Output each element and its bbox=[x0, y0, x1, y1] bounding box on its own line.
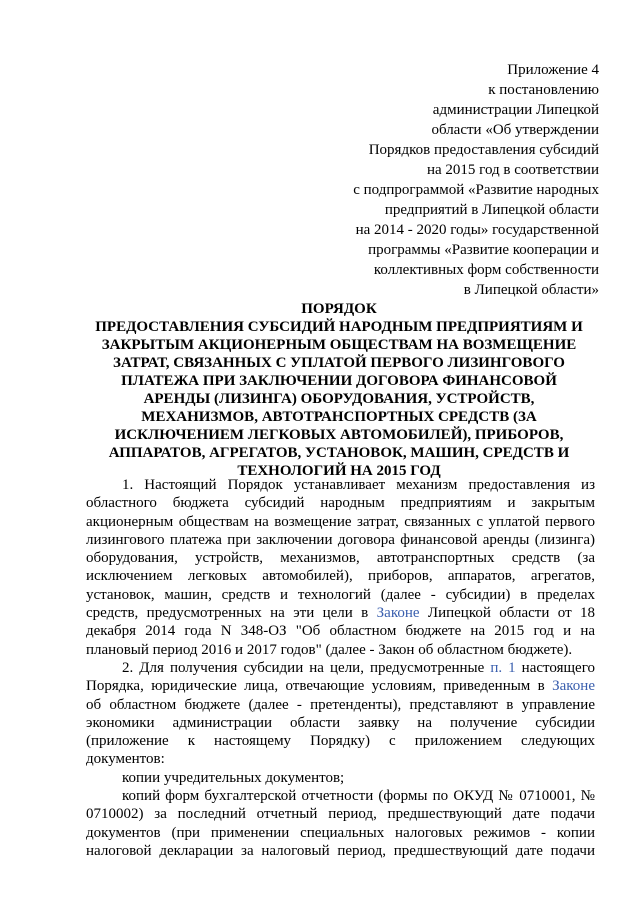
appendix-line: на 2014 - 2020 годы» государственной bbox=[355, 222, 599, 238]
text-fragment: 2. Для получения субсидии на цели, предусмотренные bbox=[122, 659, 491, 676]
text-line: документов (при применении специальных налоговых режимов - копии bbox=[86, 824, 595, 841]
title-line: ЗАТРАТ, СВЯЗАННЫХ С УПЛАТОЙ ПЕРВОГО ЛИЗИНГОВОГО bbox=[113, 355, 565, 371]
title-line: АРЕНДЫ (ЛИЗИНГА) ОБОРУДОВАНИЯ, УСТРОЙСТВ, bbox=[143, 391, 535, 407]
text-line: акционерным обществам на возмещение затрат, связанных с уплатой первого bbox=[86, 513, 595, 530]
text-line bbox=[86, 677, 595, 695]
text-line: об областном бюджете (далее - претенденты), представляют в управление bbox=[86, 696, 595, 713]
text-line: декабря 2014 года N 348-ОЗ "Об областном бюджете на 2015 год и на bbox=[86, 623, 595, 640]
title-line: ПЛАТЕЖА ПРИ ЗАКЛЮЧЕНИИ ДОГОВОРА ФИНАНСОВОЙ bbox=[121, 373, 557, 389]
title-line: МЕХАНИЗМОВ, АВТОТРАНСПОРТНЫХ СРЕДСТВ (ЗА bbox=[141, 409, 537, 425]
appendix-line: в Липецкой области» bbox=[463, 282, 599, 298]
paragraph-2 bbox=[86, 659, 595, 769]
text-line: установок, машин, средств и технологий (далее - субсидии) в пределах bbox=[86, 586, 595, 603]
appendix-line: на 2015 год в соответствии bbox=[426, 162, 599, 178]
text-line: лизингового платежа при заключении договора финансовой аренды (лизинга) bbox=[86, 531, 595, 548]
title-line: ПРЕДОСТАВЛЕНИЯ СУБСИДИЙ НАРОДНЫМ ПРЕДПРИЯТИЯМ И bbox=[95, 319, 583, 335]
text-line: оборудования, устройств, механизмов, автотранспортных средств (за bbox=[86, 550, 595, 567]
title-line: ЗАКРЫТЫМ АКЦИОНЕРНЫМ ОБЩЕСТВАМ НА ВОЗМЕЩЕНИЕ bbox=[101, 337, 577, 353]
text-line: исключением легковых автомобилей), приборов, аппаратов, агрегатов, bbox=[86, 568, 595, 585]
appendix-line: предприятий в Липецкой области bbox=[384, 202, 599, 218]
text-line: экономики администрации области заявку на получение субсидии bbox=[86, 714, 595, 731]
text-fragment: настоящего bbox=[515, 659, 595, 676]
document-title bbox=[86, 300, 592, 480]
document-body bbox=[86, 476, 595, 860]
law-link[interactable]: Законе bbox=[376, 605, 420, 622]
text-fragment: Порядка, юридические лица, отвечающие условиям, приведенным в bbox=[86, 678, 553, 695]
text-line: 1. Настоящий Порядок устанавливает механизм предоставления из bbox=[122, 477, 595, 493]
appendix-line: области «Об утверждении bbox=[431, 122, 599, 138]
appendix-header bbox=[309, 60, 599, 300]
appendix-line: администрации Липецкой bbox=[432, 102, 599, 118]
appendix-line: с подпрограммой «Развитие народных bbox=[353, 182, 599, 198]
text-line bbox=[86, 659, 595, 677]
title-line: АППАРАТОВ, АГРЕГАТОВ, УСТАНОВОК, МАШИН, СРЕДСТВ И bbox=[108, 445, 570, 461]
text-line: копий форм бухгалтерской отчетности (формы по ОКУД № 0710001, № bbox=[122, 788, 595, 805]
document-list bbox=[86, 769, 595, 787]
appendix-line: к постановлению bbox=[488, 82, 599, 98]
appendix-line: программы «Развитие кооперации и bbox=[368, 242, 599, 258]
text-line: налоговой декларации за налоговый период, предшествующий дате подачи bbox=[86, 842, 595, 859]
text-line bbox=[86, 604, 595, 622]
list-item: копии учредительных документов; bbox=[122, 769, 345, 786]
law-link[interactable]: Законе bbox=[552, 678, 595, 695]
clause-link[interactable]: п. 1 bbox=[490, 659, 516, 676]
appendix-line: Приложение 4 bbox=[507, 62, 599, 78]
title-line: ПОРЯДОК bbox=[301, 301, 377, 317]
appendix-line: Порядков предоставления субсидий bbox=[368, 142, 599, 158]
text-line: областного бюджета субсидий народным предприятиям и закрытым bbox=[86, 495, 595, 512]
text-fragment: средств, предусмотренных на эти цели в bbox=[86, 605, 377, 622]
text-line: 0710002) за последний отчетный период, предшествующий дате подачи bbox=[86, 806, 595, 823]
title-line: ТЕХНОЛОГИЙ НА 2015 ГОД bbox=[237, 463, 441, 479]
text-line: плановый период 2016 и 2017 годов" (далее - Закон об областном бюджете). bbox=[86, 641, 573, 658]
paragraph-1 bbox=[86, 476, 595, 659]
title-line: ИСКЛЮЧЕНИЕМ ЛЕГКОВЫХ АВТОМОБИЛЕЙ), ПРИБОРОВ, bbox=[114, 427, 564, 443]
text-line: документов: bbox=[86, 751, 165, 768]
paragraph-3 bbox=[86, 787, 595, 860]
appendix-line: коллективных форм собственности bbox=[373, 262, 599, 278]
text-fragment: Липецкой области от 18 bbox=[419, 605, 595, 622]
text-line: (приложение к настоящему Порядку) с приложением следующих bbox=[86, 733, 595, 750]
